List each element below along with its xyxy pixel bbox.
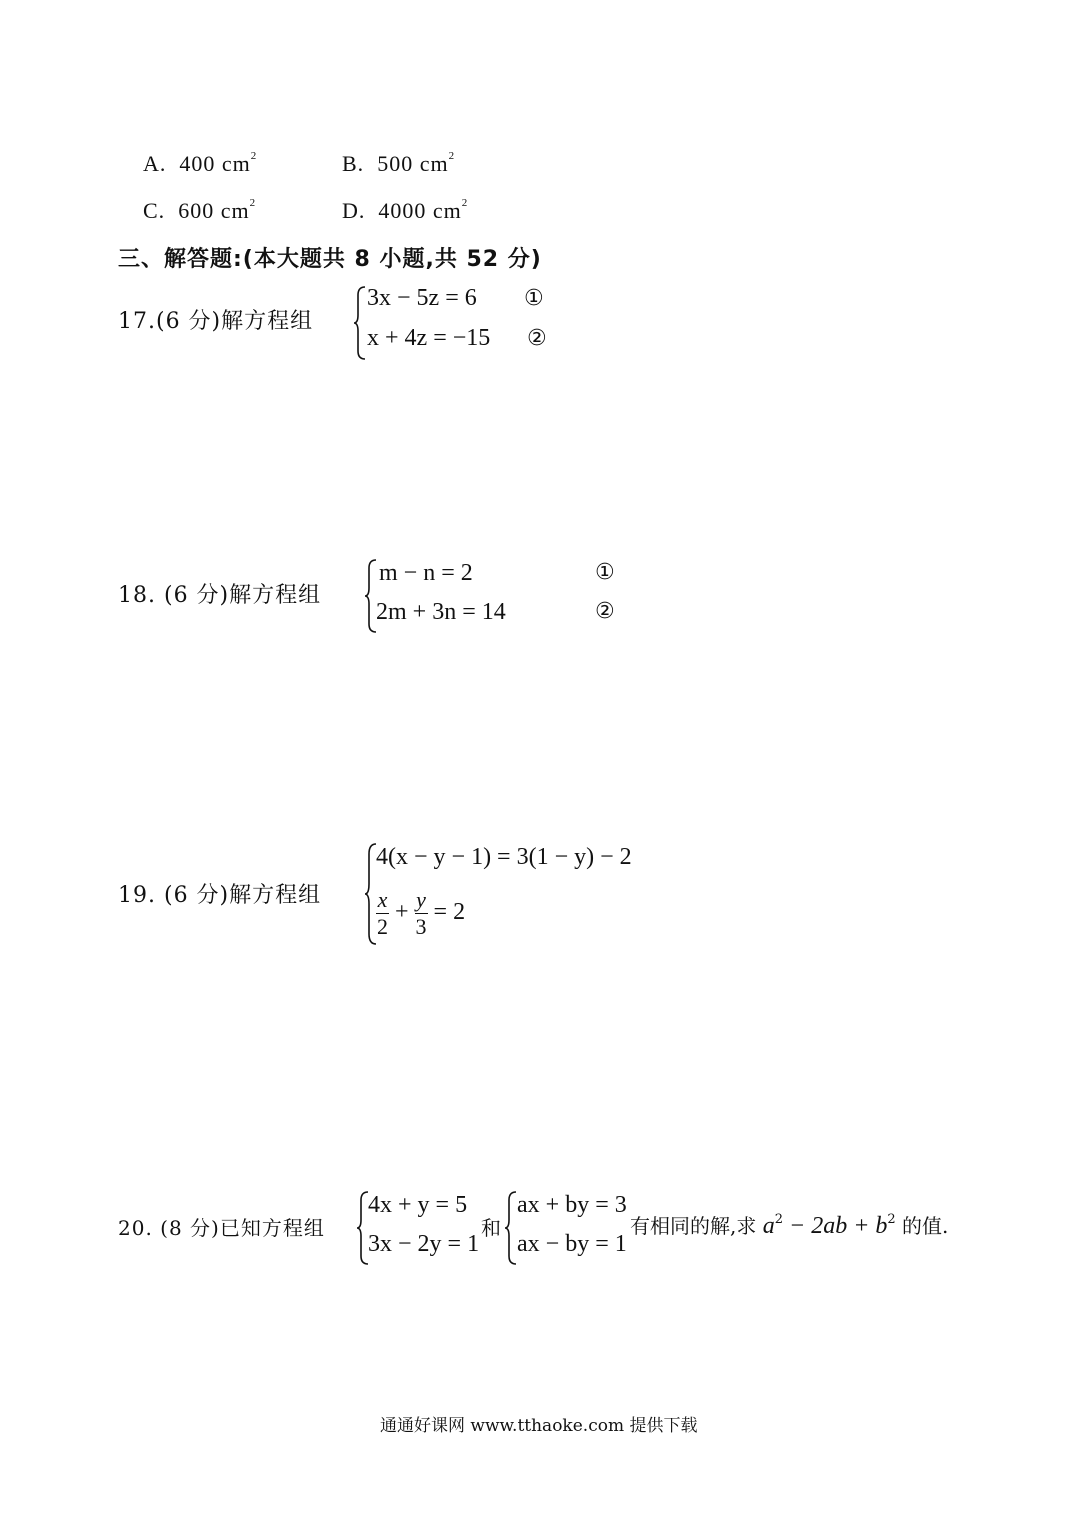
q20-connector: 和 (481, 1216, 502, 1240)
option-b-value: 500 (377, 151, 414, 176)
q20-expr-a-exp: 2 (774, 1212, 783, 1227)
q19-frac2 (415, 887, 428, 940)
q19-plus: + (395, 899, 409, 926)
q17-eq1: 3x − 5z = 6 (367, 285, 477, 311)
option-b (342, 150, 455, 177)
footer-credit: 通通好课网 www.tthaoke.com 提供下载 (380, 1416, 698, 1436)
q19-frac1 (376, 887, 389, 940)
option-d-unit: cm (432, 198, 462, 223)
q20-system2 (504, 1190, 634, 1266)
option-c-exp: 2 (249, 197, 257, 209)
q19-label: 19. (6 分)解方程组 (118, 883, 322, 908)
option-d (342, 197, 468, 224)
q18-mark1: ① (595, 560, 615, 585)
option-c-unit: cm (220, 198, 250, 223)
q20-sys1-eq1: 4x + y = 5 (368, 1192, 468, 1218)
q17-system (353, 285, 573, 361)
q18-mark2: ② (595, 599, 615, 624)
option-a-value: 400 (179, 151, 216, 176)
q19-frac2-den: 3 (415, 914, 427, 939)
q18-eq2: 2m + 3n = 14 (376, 599, 506, 625)
q19-frac1-num: x (377, 887, 388, 912)
q19-eq2-rhs: = 2 (433, 899, 466, 926)
option-c-value: 600 (178, 198, 215, 223)
q19-frac2-num: y (416, 887, 426, 912)
q20-expr-mid: − 2ab + b (783, 1213, 888, 1239)
q20-system1 (356, 1190, 486, 1266)
q19-system (364, 842, 654, 946)
q20-expr-b-exp: 2 (887, 1212, 896, 1227)
option-d-letter: D. (342, 198, 366, 223)
q18-system (364, 558, 634, 634)
q17-label: 17.(6 分)解方程组 (118, 309, 314, 334)
q20-sys2-eq2: ax − by = 1 (517, 1231, 627, 1257)
q20-sys1-eq2: 3x − 2y = 1 (368, 1231, 480, 1257)
section-heading: 三、解答题:(本大题共 8 小题,共 52 分) (118, 247, 542, 272)
q20-tail-end: 的值. (895, 1214, 949, 1238)
q20-label: 20. (8 分)已知方程组 (118, 1216, 325, 1240)
q17-mark1: ① (524, 286, 544, 311)
q20-tail (630, 1210, 948, 1240)
brace-icon (504, 1190, 518, 1266)
q20-expr-a: a (762, 1213, 775, 1239)
option-c (143, 197, 256, 224)
option-a-letter: A. (143, 151, 167, 176)
option-b-letter: B. (342, 151, 365, 176)
q20-sys2-eq1: ax + by = 3 (517, 1192, 627, 1218)
q17-eq2: x + 4z = −15 (367, 325, 491, 351)
option-a-unit: cm (221, 151, 251, 176)
option-a (143, 150, 257, 177)
option-d-exp: 2 (461, 197, 469, 209)
option-c-letter: C. (143, 198, 166, 223)
option-d-value: 4000 (378, 198, 427, 223)
q18-label: 18. (6 分)解方程组 (118, 583, 322, 608)
q17-mark2: ② (527, 326, 547, 351)
q20-tail-text: 有相同的解,求 (630, 1214, 757, 1238)
q19-eq2 (376, 887, 465, 940)
q18-eq1: m − n = 2 (379, 560, 473, 586)
q19-frac1-den: 2 (377, 914, 388, 939)
option-b-unit: cm (419, 151, 449, 176)
option-a-exp: 2 (250, 150, 258, 162)
option-b-exp: 2 (448, 150, 456, 162)
q19-eq1: 4(x − y − 1) = 3(1 − y) − 2 (376, 844, 632, 870)
brace-icon (353, 285, 367, 361)
